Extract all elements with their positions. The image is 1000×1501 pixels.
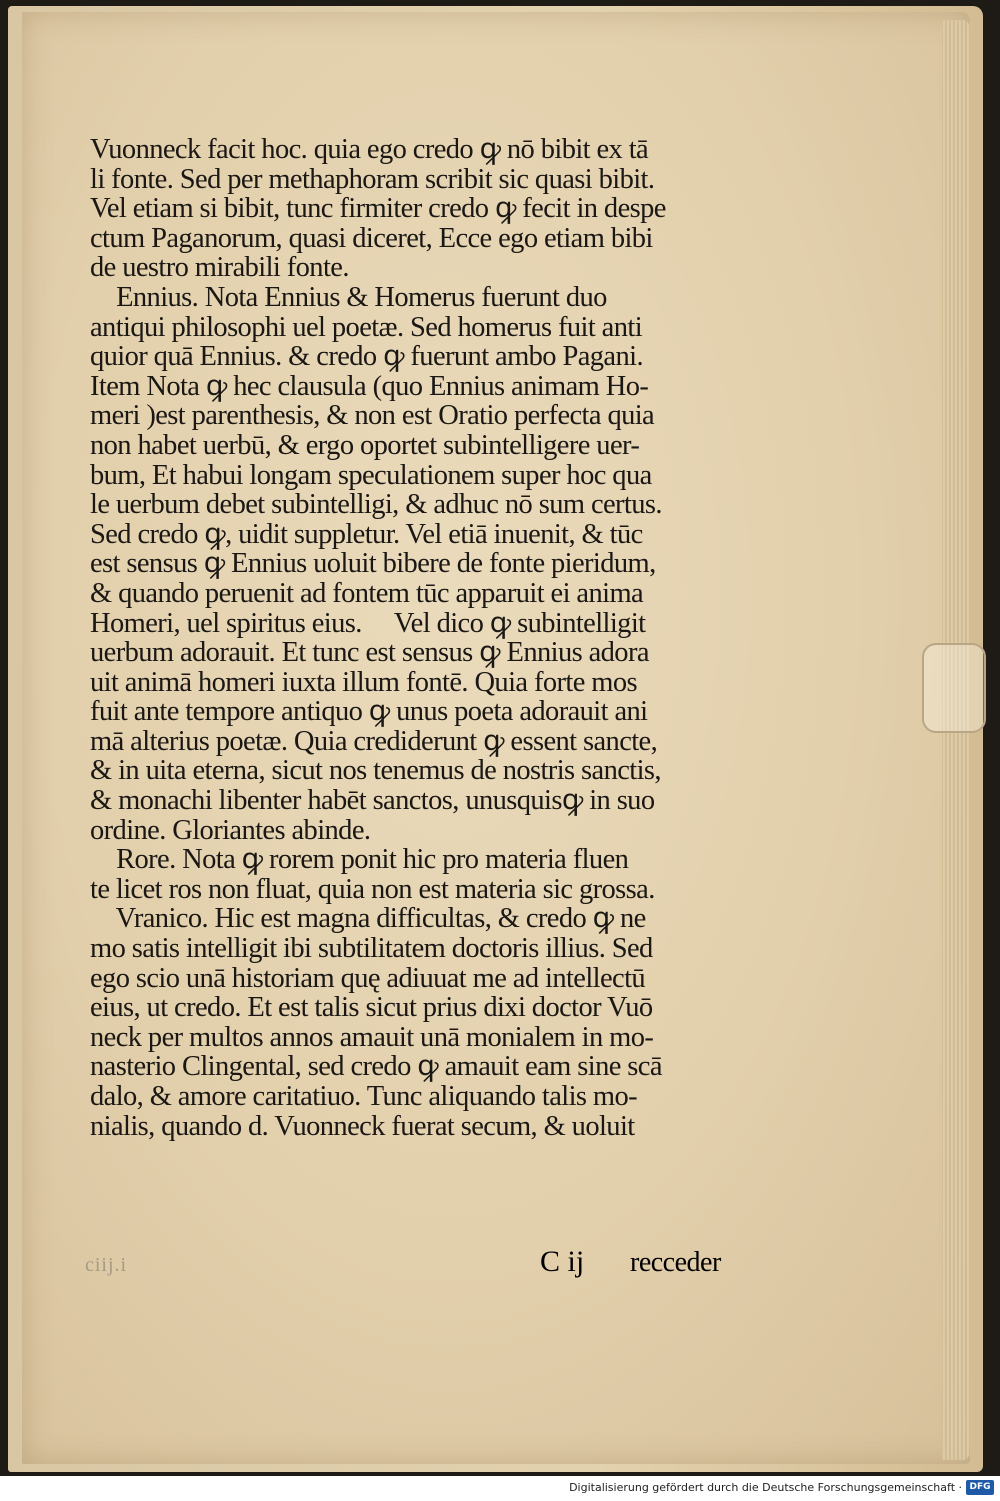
text-line: ctum Paganorum, quasi diceret, Ecce ego etiam bibi	[90, 222, 653, 254]
text-line: neck per multos annos amauit unā monialem in mo-	[90, 1021, 654, 1053]
body-text	[90, 135, 740, 1141]
text-line: fuit ante tempore antiquo ꝙ unus poeta adorauit ani	[90, 696, 648, 728]
text-line: antiqui philosophi uel poetæ. Sed homerus fuit anti	[90, 311, 643, 343]
text-line: Vuonneck facit hoc. quia ego credo ꝙ nō bibit ex tā	[90, 134, 649, 165]
page-clip	[922, 643, 986, 733]
text-line: uerbum adorauit. Et tunc est sensus ꝙ Ennius adora	[90, 637, 649, 669]
fore-edge	[942, 20, 970, 1460]
text-line: mā alterius poetæ. Quia crediderunt ꝙ essent sancte,	[90, 725, 658, 757]
text-line: meri )est parenthesis, & non est Oratio perfecta quia	[90, 400, 655, 432]
text-line: nialis, quando d. Vuonneck fuerat secum, & uoluit	[90, 1110, 635, 1142]
text-line: mo satis intelligit ibi subtilitatem doctoris illius. Sed	[90, 933, 653, 965]
text-line: Rore. Nota ꝙ rorem ponit hic pro materia fluen	[90, 844, 629, 876]
dfg-logo: DFG	[966, 1480, 994, 1495]
text-line: uit animā homeri iuxta illum fontē. Quia forte mos	[90, 666, 638, 698]
text-line: de uestro mirabili fonte.	[90, 252, 349, 284]
text-line: Ennius. Nota Ennius & Homerus fuerunt duo	[90, 281, 607, 313]
text-line: & monachi libenter habēt sanctos, unusquisꝙ in suo	[90, 785, 655, 817]
text-line: Vranico. Hic est magna difficultas, & credo ꝙ ne	[90, 903, 646, 935]
text-line: est sensus ꝙ Ennius uoluit bibere de fonte pieridum,	[90, 548, 656, 580]
text-line: ego scio unā historiam quę adiuuat me ad intellectū	[90, 962, 646, 994]
text-line: & in uita eterna, sicut nos tenemus de nostris sanctis,	[90, 755, 661, 787]
text-line: nasterio Clingental, sed credo ꝙ amauit eam sine scā	[90, 1051, 662, 1083]
text-line: Vel etiam si bibit, tunc firmiter credo ꝙ fecit in despe	[90, 193, 666, 225]
text-line: non habet uerbū, & ergo oportet subintelligere uer-	[90, 429, 640, 461]
text-line: dalo, & amore caritatiuo. Tunc aliquando talis mo-	[90, 1081, 638, 1112]
faint-mark: ciij.i	[85, 1254, 128, 1276]
text-line: le uerbum debet subintelligi, & adhuc nō sum certus.	[90, 489, 662, 521]
text-line: quior quā Ennius. & credo ꝙ fuerunt ambo Pagani.	[90, 341, 643, 373]
text-line: Homeri, uel spiritus eius. Vel dico ꝙ subintelligit	[90, 607, 646, 639]
text-line: li fonte. Sed per methaphoram scribit sic quasi bibit.	[90, 163, 655, 195]
text-line: eius, ut credo. Et est talis sicut prius dixi doctor Vuō	[90, 992, 653, 1024]
text-line: Item Nota ꝙ hec clausula (quo Ennius animam Ho-	[90, 370, 649, 402]
signature-mark: C ij	[540, 1245, 585, 1278]
catchword: recceder	[630, 1247, 721, 1278]
text-line: & quando peruenit ad fontem tūc apparuit ei anima	[90, 577, 644, 609]
text-line: ordine. Gloriantes abinde.	[90, 814, 371, 846]
credit-text: Digitalisierung gefördert durch die Deutsche Forschungsgemeinschaft ·	[569, 1481, 962, 1494]
text-line: te licet ros non fluat, quia non est materia sic grossa.	[90, 873, 655, 905]
text-line: Sed credo ꝙ, uidit suppletur. Vel etiā inuenit, & tūc	[90, 518, 643, 550]
text-line: bum, Et habui longam speculationem super hoc qua	[90, 459, 652, 491]
